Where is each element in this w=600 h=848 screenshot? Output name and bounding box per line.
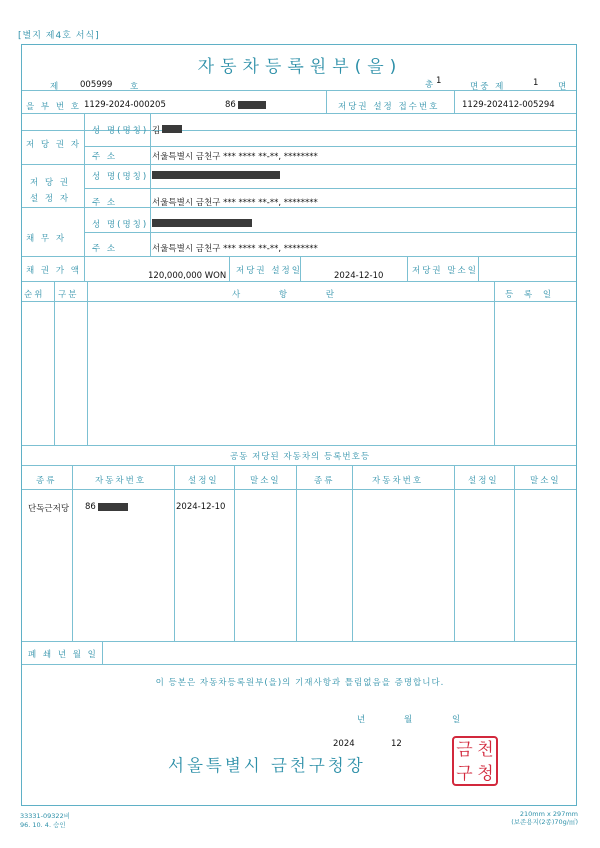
mortgagor-addr-label: 주 소 [92, 198, 118, 208]
mortgagee-addr-label: 주 소 [92, 152, 118, 162]
year-label: 년 [357, 715, 368, 725]
day-label: 일 [452, 715, 463, 725]
month-label: 월 [404, 715, 415, 725]
debtor-label: 채 무 자 [26, 234, 67, 244]
redacted-plate [238, 101, 266, 109]
issuer-name: 서울특별시 금천구청장 [168, 756, 366, 775]
mortgagor-address: 서울특별시 금천구 *** **** **-**, ******** [152, 198, 318, 208]
mortgagor-label-2: 설 정 자 [30, 194, 71, 204]
seq-header: 순위 [24, 290, 45, 300]
joint-header-kind-2: 종류 [314, 476, 335, 486]
redacted-mortgagee-name [162, 125, 182, 133]
receipt-value: 1129-202412-005294 [462, 100, 555, 110]
mortgagee-name-label: 성 명(명칭) [92, 126, 149, 136]
no-suffix: 호 [130, 82, 141, 92]
page-title: 자동차등록원부(을) [197, 57, 403, 77]
claim-set-value: 2024-12-10 [334, 271, 384, 281]
joint-header-plate-2: 자동차번호 [372, 476, 424, 486]
no-value: 005999 [80, 80, 113, 90]
joint-header-cancel-2: 말소일 [530, 476, 561, 486]
type-header: 구분 [58, 290, 79, 300]
joint-header-plate-1: 자동차번호 [95, 476, 147, 486]
redacted-debtor-name [152, 219, 252, 227]
reg-date-header: 등 록 일 [505, 290, 556, 300]
form-number: [별지 제4호 서식] [18, 31, 100, 41]
mortgagee-name: 김 [152, 126, 161, 136]
total-value: 1 [436, 76, 442, 86]
claim-set-label: 저당권 설정일 [236, 266, 302, 276]
joint-header-set-1: 설정일 [188, 476, 219, 486]
page-value: 1 [533, 78, 539, 88]
date-year: 2024 [333, 739, 355, 749]
date-month: 12 [391, 739, 402, 749]
register-no-label: 을 부 번 호 [26, 102, 81, 112]
mortgagee-label: 저 당 권 자 [26, 140, 81, 150]
joint-row-plate: 86 [85, 502, 96, 512]
mortgagor-name-label: 성 명(명칭) [92, 172, 149, 182]
mortgagee-address: 서울특별시 금천구 *** **** **-**, ******** [152, 152, 318, 162]
debtor-address: 서울특별시 금천구 *** **** **-**, ******** [152, 244, 318, 254]
footer-left: 33331-09322비 96. 10. 4. 승인 [20, 812, 70, 829]
redacted-mortgagor-name [152, 171, 280, 179]
claim-label: 채 권 가 액 [26, 266, 81, 276]
debtor-addr-label: 주 소 [92, 244, 118, 254]
redacted-joint-plate [98, 503, 128, 511]
receipt-label: 저당권 설정 접수번호 [338, 102, 440, 112]
total-label: 총 [425, 80, 436, 90]
register-no-value: 1129-2024-000205 [84, 100, 166, 110]
scrap-label: 폐 쇄 년 월 일 [28, 650, 98, 660]
claim-value: 120,000,000 WON [148, 271, 227, 281]
official-seal: 금 천 구 청 [452, 736, 498, 786]
footer-right: 210mm x 297mm (보존용지(2종)70g/㎡) [511, 810, 578, 826]
plate-number: 86 [225, 100, 236, 110]
page-suffix: 면 [558, 82, 569, 92]
certify-text: 이 등본은 자동차등록원부(을)의 기재사항과 틀림없음을 증명합니다. [155, 678, 445, 688]
joint-header-cancel-1: 말소일 [250, 476, 281, 486]
joint-header-kind-1: 종류 [36, 476, 57, 486]
joint-row-set-date: 2024-12-10 [176, 502, 226, 512]
page-label: 면중 제 [470, 82, 506, 92]
claim-cancel-label: 저당권 말소일 [412, 266, 478, 276]
joint-header-set-2: 설정일 [468, 476, 499, 486]
matters-header: 사 항 란 [232, 290, 353, 300]
joint-row-kind: 단독근저당 [28, 504, 70, 514]
joint-title: 공동 저당된 자동차의 등록번호등 [229, 452, 371, 462]
no-label: 제 [50, 82, 61, 92]
debtor-name-label: 성 명(명칭) [92, 220, 149, 230]
mortgagor-label-1: 저 당 권 [30, 178, 71, 188]
